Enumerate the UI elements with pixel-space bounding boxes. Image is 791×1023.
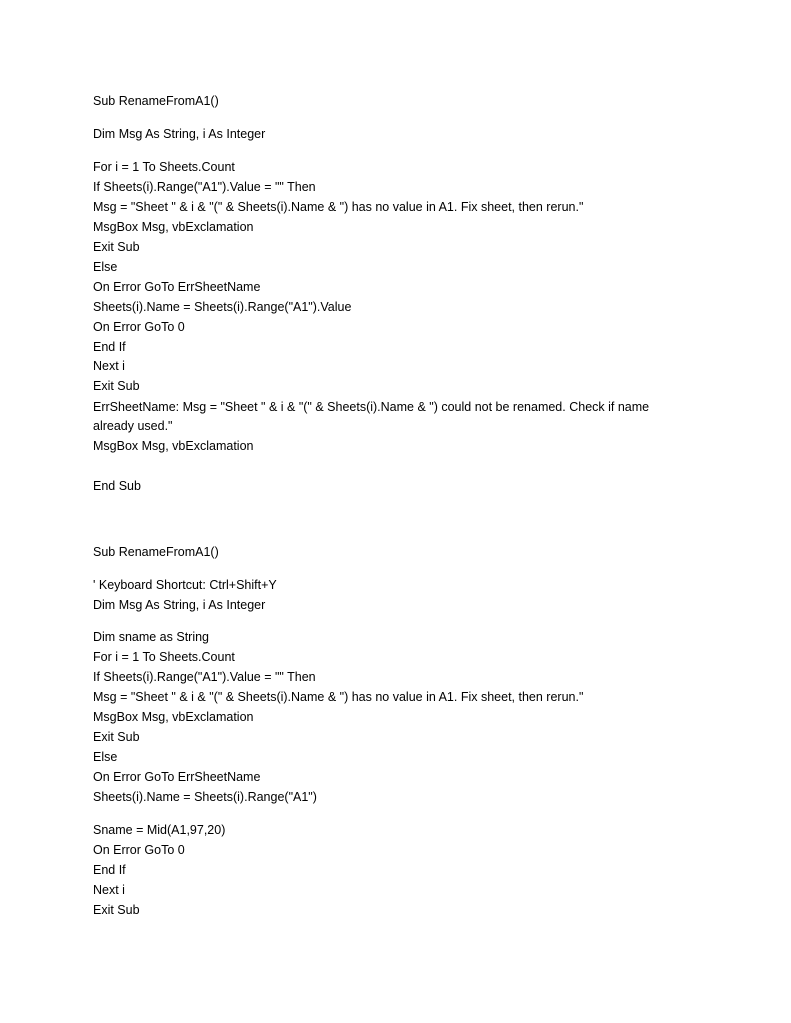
code-line: ErrSheetName: Msg = "Sheet " & i & "(" & Sheets(i).Name & ") could not be renamed. Check if name — [93, 400, 650, 414]
code-line: For i = 1 To Sheets.Count — [93, 650, 235, 664]
code-line: Sub RenameFromA1() — [93, 545, 219, 559]
code-line: Sheets(i).Name = Sheets(i).Range("A1").Value — [93, 300, 352, 314]
code-line: MsgBox Msg, vbExclamation — [93, 220, 254, 234]
code-line: Else — [93, 260, 118, 274]
code-line: On Error GoTo 0 — [93, 843, 185, 857]
code-line: Dim sname as String — [93, 630, 210, 644]
code-line: If Sheets(i).Range("A1").Value = "" Then — [93, 180, 316, 194]
code-line: For i = 1 To Sheets.Count — [93, 160, 235, 174]
code-line: Dim Msg As String, i As Integer — [93, 127, 266, 141]
code-line: Else — [93, 750, 118, 764]
code-line: Sname = Mid(A1,97,20) — [93, 823, 226, 837]
code-line: Sub RenameFromA1() — [93, 94, 219, 108]
code-line: ' Keyboard Shortcut: Ctrl+Shift+Y — [93, 578, 277, 592]
code-line: End If — [93, 863, 126, 877]
code-line: If Sheets(i).Range("A1").Value = "" Then — [93, 670, 316, 684]
code-line: MsgBox Msg, vbExclamation — [93, 710, 254, 724]
code-line: Next i — [93, 883, 125, 897]
code-line: Exit Sub — [93, 903, 140, 917]
code-line: End Sub — [93, 479, 141, 493]
code-line: Msg = "Sheet " & i & "(" & Sheets(i).Name & ") has no value in A1. Fix sheet, then rerun." — [93, 690, 584, 704]
code-line: Exit Sub — [93, 240, 140, 254]
code-line: Dim Msg As String, i As Integer — [93, 598, 266, 612]
code-line: End If — [93, 340, 126, 354]
code-line: already used." — [93, 419, 173, 433]
code-line: MsgBox Msg, vbExclamation — [93, 439, 254, 453]
code-line: Msg = "Sheet " & i & "(" & Sheets(i).Name & ") has no value in A1. Fix sheet, then rerun." — [93, 200, 584, 214]
code-line: On Error GoTo ErrSheetName — [93, 770, 261, 784]
code-line: Exit Sub — [93, 379, 140, 393]
code-line: Sheets(i).Name = Sheets(i).Range("A1") — [93, 790, 317, 804]
code-line: On Error GoTo 0 — [93, 320, 185, 334]
code-line: On Error GoTo ErrSheetName — [93, 280, 261, 294]
code-line: Next i — [93, 359, 125, 373]
code-line: Exit Sub — [93, 730, 140, 744]
